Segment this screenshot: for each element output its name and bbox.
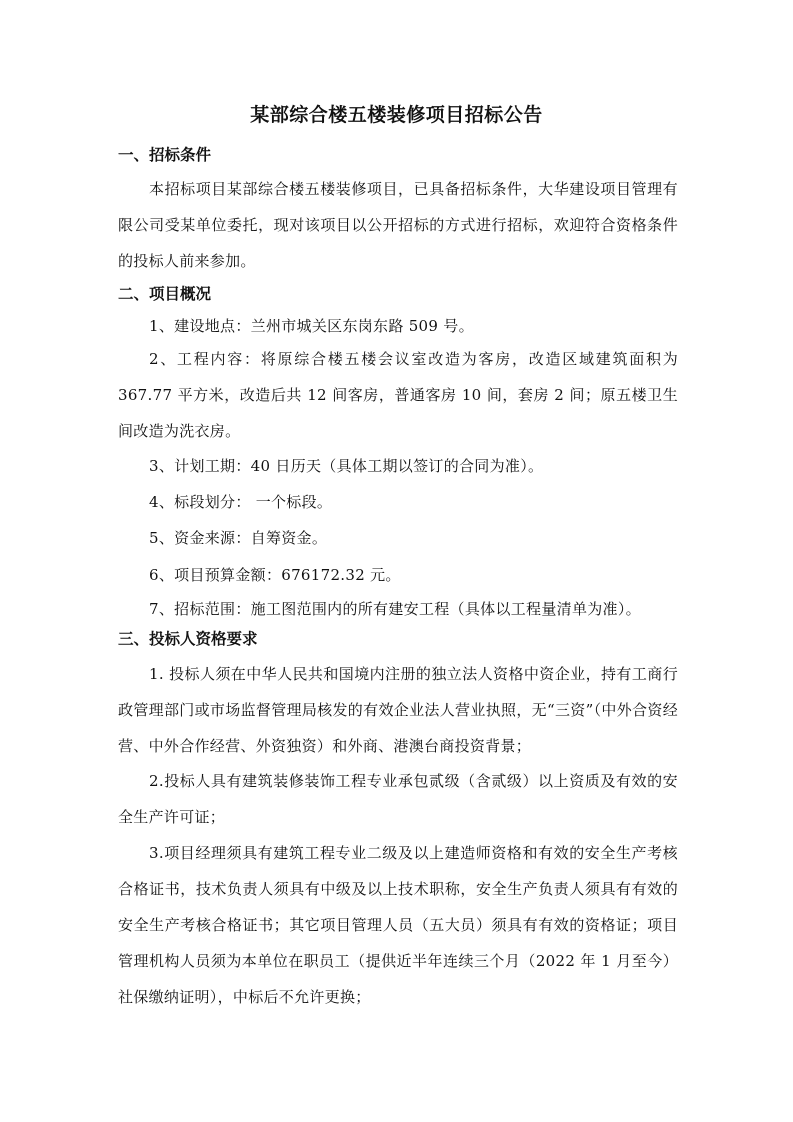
paragraph-budget-amount: 6、项目预算金额：676172.32 元。 bbox=[149, 566, 401, 584]
paragraph-construction-period: 3、计划工期：40 日历天（具体工期以签订的合同为准）。 bbox=[149, 457, 544, 475]
paragraph-qualification-3: 3.项目经理须具有建筑工程专业二级及以上建造师资格和有效的安全生产考核合格证书，技术负责人须具有中级及以上技术职称，安全生产负责人须具有有效的安全生产考核合格证书；其它项目管理人员（五大员）须具有有效的资格证；项目管理机构人员须为本单位在职员工（提供近半年连续三个月（2022 年 1 月至今）社保缴纳证明），中标后不允许更换； bbox=[118, 844, 678, 1006]
paragraph-bidding-scope: 7、招标范围：施工图范围内的所有建安工程（具体以工程量清单为准）。 bbox=[149, 600, 641, 618]
paragraph-qualification-2: 2.投标人具有建筑装修装饰工程专业承包贰级（含贰级）以上资质及有效的安全生产许可证； bbox=[118, 772, 678, 826]
section-heading-bidder-qualifications: 三、投标人资格要求 bbox=[118, 630, 258, 648]
paragraph-project-content: 2、工程内容：将原综合楼五楼会议室改造为客房，改造区域建筑面积为 367.77 平方米，改造后共 12 间客房，普通客房 10 间，套房 2 间；原五楼卫生间改造为洗衣房。 bbox=[118, 350, 678, 440]
paragraph-construction-site: 1、建设地点：兰州市城关区东岗东路 509 号。 bbox=[149, 317, 474, 335]
paragraph-bidding-conditions: 本招标项目某部综合楼五楼装修项目，已具备招标条件，大华建设项目管理有限公司受某单位委托，现对该项目以公开招标的方式进行招标，欢迎符合资格条件的投标人前来参加。 bbox=[118, 180, 678, 270]
page-title: 某部综合楼五楼装修项目招标公告 bbox=[250, 104, 543, 126]
section-heading-project-overview: 二、项目概况 bbox=[118, 285, 212, 303]
paragraph-funding-source: 5、资金来源：自筹资金。 bbox=[149, 529, 328, 547]
paragraph-section-division: 4、标段划分： 一个标段。 bbox=[149, 493, 333, 511]
paragraph-qualification-1: 1. 投标人须在中华人民共和国境内注册的独立法人资格中资企业，持有工商行政管理部门或市场监督管理局核发的有效企业法人营业执照，无“三资”（中外合资经营、中外合作经营、外资独资）和外商、港澳台商投资背景； bbox=[118, 665, 678, 755]
section-heading-bidding-conditions: 一、招标条件 bbox=[118, 146, 212, 164]
